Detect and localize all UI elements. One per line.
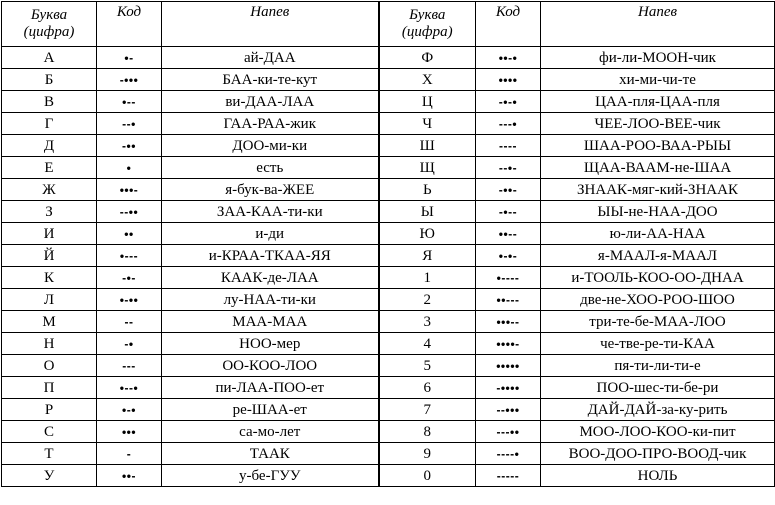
letter-cell: К bbox=[2, 267, 97, 289]
morse-code-cell: -•- bbox=[97, 267, 162, 289]
morse-code-cell: -•-• bbox=[476, 91, 541, 113]
letter-cell: 4 bbox=[379, 333, 476, 355]
table-row bbox=[2, 465, 775, 487]
morse-code-cell: •- bbox=[97, 47, 162, 69]
letter-cell: И bbox=[2, 223, 97, 245]
morse-code-cell: -•• bbox=[97, 135, 162, 157]
chant-cell: две-не-ХОО-РОО-ШОО bbox=[541, 289, 775, 311]
morse-code-cell: • bbox=[97, 157, 162, 179]
chant-cell: пи-ЛАА-ПОО-ет bbox=[162, 377, 379, 399]
letter-cell: С bbox=[2, 421, 97, 443]
letter-cell: 3 bbox=[379, 311, 476, 333]
chant-cell: ЩАА-ВААМ-не-ШАА bbox=[541, 157, 775, 179]
header-chant: Напев bbox=[162, 2, 379, 47]
morse-code-cell: •--- bbox=[97, 245, 162, 267]
header-letter: Буква (цифра) bbox=[379, 2, 476, 47]
morse-code-cell: ---•• bbox=[476, 421, 541, 443]
letter-cell: 9 bbox=[379, 443, 476, 465]
morse-code-cell: •-•• bbox=[97, 289, 162, 311]
table-body bbox=[2, 47, 775, 487]
letter-cell: Д bbox=[2, 135, 97, 157]
morse-code-table bbox=[1, 1, 775, 487]
letter-cell: З bbox=[2, 201, 97, 223]
morse-code-cell: •--• bbox=[97, 377, 162, 399]
table-row bbox=[2, 245, 775, 267]
letter-cell: 6 bbox=[379, 377, 476, 399]
chant-cell: МОО-ЛОО-КОО-ки-пит bbox=[541, 421, 775, 443]
chant-cell: че-тве-ре-ти-КАА bbox=[541, 333, 775, 355]
morse-code-cell: -• bbox=[97, 333, 162, 355]
chant-cell: ре-ШАА-ет bbox=[162, 399, 379, 421]
morse-code-cell: •••• bbox=[476, 69, 541, 91]
letter-cell: О bbox=[2, 355, 97, 377]
morse-code-cell: ••••- bbox=[476, 333, 541, 355]
morse-code-cell: -- bbox=[97, 311, 162, 333]
chant-cell: БАА-ки-те-кут bbox=[162, 69, 379, 91]
letter-cell: Ы bbox=[379, 201, 476, 223]
chant-cell: НОО-мер bbox=[162, 333, 379, 355]
morse-code-cell: ••--- bbox=[476, 289, 541, 311]
chant-cell: КААК-де-ЛАА bbox=[162, 267, 379, 289]
chant-cell: я-бук-ва-ЖЕЕ bbox=[162, 179, 379, 201]
letter-cell: Я bbox=[379, 245, 476, 267]
morse-code-cell: •••-- bbox=[476, 311, 541, 333]
table-row bbox=[2, 311, 775, 333]
letter-cell: Н bbox=[2, 333, 97, 355]
chant-cell: ЗНААК-мяг-кий-ЗНААК bbox=[541, 179, 775, 201]
chant-cell: и-КРАА-ТКАА-ЯЯ bbox=[162, 245, 379, 267]
chant-cell: фи-ли-МООН-чик bbox=[541, 47, 775, 69]
morse-code-cell: ••- bbox=[97, 465, 162, 487]
morse-code-cell: -••- bbox=[476, 179, 541, 201]
table-row bbox=[2, 91, 775, 113]
morse-code-cell: ••-• bbox=[476, 47, 541, 69]
morse-code-cell: ••• bbox=[97, 421, 162, 443]
table-row bbox=[2, 179, 775, 201]
morse-code-cell: - bbox=[97, 443, 162, 465]
chant-cell: ДОО-ми-ки bbox=[162, 135, 379, 157]
morse-code-cell: -•••• bbox=[476, 377, 541, 399]
table-row bbox=[2, 47, 775, 69]
chant-cell: у-бе-ГУУ bbox=[162, 465, 379, 487]
letter-cell: П bbox=[2, 377, 97, 399]
letter-cell: Б bbox=[2, 69, 97, 91]
morse-code-cell: •-• bbox=[97, 399, 162, 421]
header-chant: Напев bbox=[541, 2, 775, 47]
letter-cell: В bbox=[2, 91, 97, 113]
chant-cell: ЗАА-КАА-ти-ки bbox=[162, 201, 379, 223]
letter-cell: 5 bbox=[379, 355, 476, 377]
letter-cell: Ж bbox=[2, 179, 97, 201]
chant-cell: лу-НАА-ти-ки bbox=[162, 289, 379, 311]
letter-cell: 7 bbox=[379, 399, 476, 421]
chant-cell: ОО-КОО-ЛОО bbox=[162, 355, 379, 377]
morse-code-cell: ----• bbox=[476, 443, 541, 465]
letter-cell: А bbox=[2, 47, 97, 69]
letter-cell: Т bbox=[2, 443, 97, 465]
letter-cell: 2 bbox=[379, 289, 476, 311]
letter-cell: Х bbox=[379, 69, 476, 91]
chant-cell: ДАЙ-ДАЙ-за-ку-рить bbox=[541, 399, 775, 421]
letter-cell: 0 bbox=[379, 465, 476, 487]
morse-code-cell: •-- bbox=[97, 91, 162, 113]
header-code: Код bbox=[97, 2, 162, 47]
morse-code-cell: --•- bbox=[476, 157, 541, 179]
chant-cell: ВОО-ДОО-ПРО-ВООД-чик bbox=[541, 443, 775, 465]
table-row bbox=[2, 267, 775, 289]
table-row bbox=[2, 113, 775, 135]
chant-cell: НОЛЬ bbox=[541, 465, 775, 487]
morse-code-cell: -•-- bbox=[476, 201, 541, 223]
letter-cell: Р bbox=[2, 399, 97, 421]
letter-cell: Й bbox=[2, 245, 97, 267]
letter-cell: Ю bbox=[379, 223, 476, 245]
morse-code-cell: -••• bbox=[97, 69, 162, 91]
letter-cell: Е bbox=[2, 157, 97, 179]
morse-code-cell: --• bbox=[97, 113, 162, 135]
table-row bbox=[2, 421, 775, 443]
chant-cell: ЫЫ-не-НАА-ДОО bbox=[541, 201, 775, 223]
morse-code-cell: ••-- bbox=[476, 223, 541, 245]
chant-cell: я-МААЛ-я-МААЛ bbox=[541, 245, 775, 267]
chant-cell: есть bbox=[162, 157, 379, 179]
letter-cell: 1 bbox=[379, 267, 476, 289]
chant-cell: ШАА-РОО-ВАА-РЫЫ bbox=[541, 135, 775, 157]
chant-cell: ПОО-шес-ти-бе-ри bbox=[541, 377, 775, 399]
table-row bbox=[2, 289, 775, 311]
morse-code-cell: •••- bbox=[97, 179, 162, 201]
table-row bbox=[2, 157, 775, 179]
morse-code-cell: --- bbox=[97, 355, 162, 377]
chant-cell: са-мо-лет bbox=[162, 421, 379, 443]
morse-code-cell: •---- bbox=[476, 267, 541, 289]
table-row bbox=[2, 223, 775, 245]
chant-cell: ви-ДАА-ЛАА bbox=[162, 91, 379, 113]
morse-code-cell: •-•- bbox=[476, 245, 541, 267]
header-code: Код bbox=[476, 2, 541, 47]
letter-cell: Г bbox=[2, 113, 97, 135]
letter-cell: Ь bbox=[379, 179, 476, 201]
chant-cell: МАА-МАА bbox=[162, 311, 379, 333]
morse-code-cell: ---• bbox=[476, 113, 541, 135]
chant-cell: хи-ми-чи-те bbox=[541, 69, 775, 91]
letter-cell: У bbox=[2, 465, 97, 487]
chant-cell: пя-ти-ли-ти-е bbox=[541, 355, 775, 377]
table-row bbox=[2, 377, 775, 399]
table-row bbox=[2, 355, 775, 377]
table-row bbox=[2, 69, 775, 91]
letter-cell: Щ bbox=[379, 157, 476, 179]
morse-code-cell: ----- bbox=[476, 465, 541, 487]
table-row bbox=[2, 201, 775, 223]
chant-cell: ТААК bbox=[162, 443, 379, 465]
morse-code-cell: --••• bbox=[476, 399, 541, 421]
header-letter: Буква (цифра) bbox=[2, 2, 97, 47]
morse-code-cell: ---- bbox=[476, 135, 541, 157]
letter-cell: Ш bbox=[379, 135, 476, 157]
table-row bbox=[2, 333, 775, 355]
letter-cell: Ц bbox=[379, 91, 476, 113]
letter-cell: Ф bbox=[379, 47, 476, 69]
morse-code-cell: ••••• bbox=[476, 355, 541, 377]
chant-cell: ГАА-РАА-жик bbox=[162, 113, 379, 135]
chant-cell: и-ди bbox=[162, 223, 379, 245]
chant-cell: ю-ли-АА-НАА bbox=[541, 223, 775, 245]
table-row bbox=[2, 399, 775, 421]
table-row bbox=[2, 135, 775, 157]
chant-cell: и-ТООЛЬ-КОО-ОО-ДНАА bbox=[541, 267, 775, 289]
letter-cell: М bbox=[2, 311, 97, 333]
chant-cell: ай-ДАА bbox=[162, 47, 379, 69]
letter-cell: 8 bbox=[379, 421, 476, 443]
chant-cell: ЧЕЕ-ЛОО-ВЕЕ-чик bbox=[541, 113, 775, 135]
morse-code-cell: --•• bbox=[97, 201, 162, 223]
morse-code-cell: •• bbox=[97, 223, 162, 245]
table-row bbox=[2, 443, 775, 465]
chant-cell: три-те-бе-МАА-ЛОО bbox=[541, 311, 775, 333]
chant-cell: ЦАА-пля-ЦАА-пля bbox=[541, 91, 775, 113]
letter-cell: Л bbox=[2, 289, 97, 311]
letter-cell: Ч bbox=[379, 113, 476, 135]
header-row bbox=[2, 2, 775, 47]
